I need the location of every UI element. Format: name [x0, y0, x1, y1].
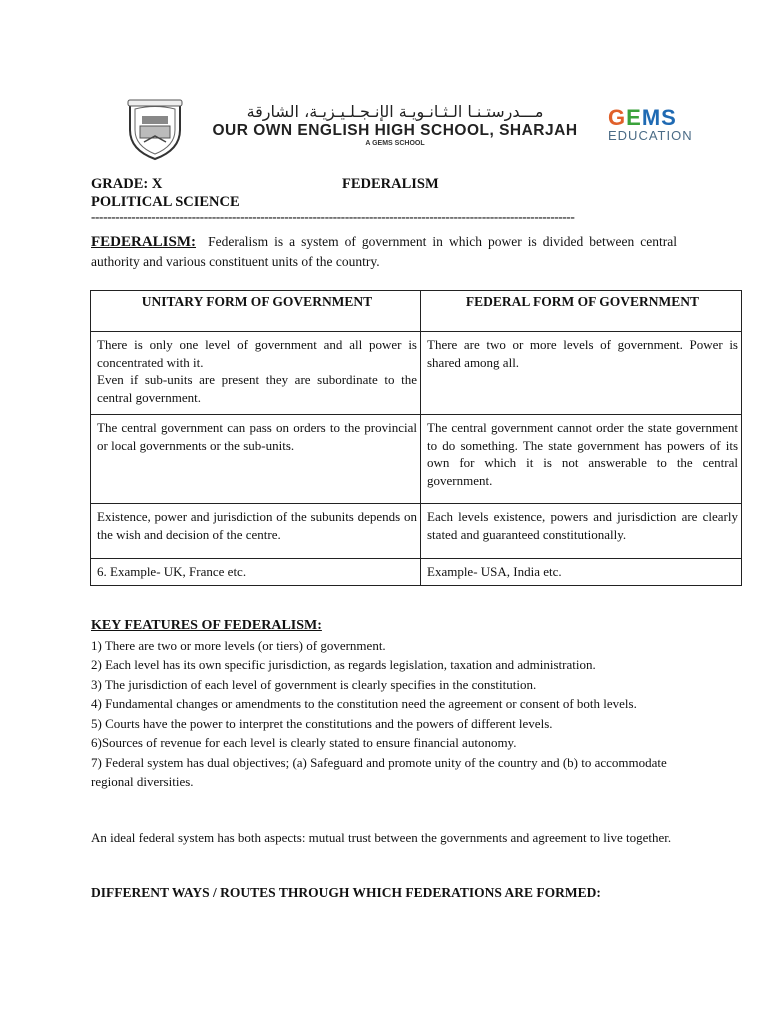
table-row	[91, 559, 742, 586]
unitary-cell: 6. Example- UK, France etc.	[91, 559, 421, 586]
table-header-row	[91, 291, 742, 332]
letterhead	[118, 92, 718, 162]
dashed-divider: ------------------------------------------------------------------------------------------------------------------------	[91, 209, 575, 224]
list-item: 7) Federal system has dual objectives; (a) Safeguard and promote unity of the country and (b) to accommodate regional diversities.	[91, 754, 667, 789]
unitary-cell: Existence, power and jurisdiction of the subunits depends on the wish and decision of the centre.	[91, 504, 421, 559]
key-features-section	[91, 616, 691, 792]
gems-logo	[608, 105, 718, 144]
unitary-cell	[91, 332, 421, 415]
table-row	[91, 504, 742, 559]
header-unitary: UNITARY FORM OF GOVERNMENT	[91, 291, 421, 332]
gems-education-label: EDUCATION	[608, 128, 693, 143]
federal-cell: The central government cannot order the state government to do something. The state government has powers of its own for which it is not answerable to the central government.	[421, 415, 742, 504]
list-item: 6)Sources of revenue for each level is clearly stated to ensure financial autonomy.	[91, 735, 517, 750]
topic-title: FEDERALISM	[342, 176, 439, 192]
unitary-text: There is only one level of government and all power is concentrated with it.	[97, 337, 417, 370]
federal-cell: Example- USA, India etc.	[421, 559, 742, 586]
school-tagline: A GEMS SCHOOL	[365, 140, 425, 147]
definition-text: Federalism is a system of government in which power is divided between central authority and various constituent units of the country.	[91, 234, 678, 269]
unitary-extra-text: Even if sub-units are present they are subordinate to the central government.	[97, 372, 417, 405]
grade-label: GRADE: X	[91, 176, 163, 192]
school-name: OUR OWN ENGLISH HIGH SCHOOL, SHARJAH	[212, 122, 578, 139]
school-crest-icon	[122, 96, 188, 162]
federalism-definition	[91, 232, 677, 271]
gems-letter: M	[641, 105, 662, 130]
gems-letter: E	[626, 105, 642, 130]
key-features-heading: KEY FEATURES OF FEDERALISM:	[91, 618, 322, 633]
unitary-cell: The central government can pass on orders to the provincial or local governments or the sub-units.	[91, 415, 421, 504]
gems-wordmark	[608, 105, 718, 130]
definition-term: FEDERALISM:	[91, 234, 197, 250]
school-name-block	[210, 102, 580, 148]
list-item: 5) Courts have the power to interpret the constitutions and the powers of different levels.	[91, 715, 553, 731]
list-item: 4) Fundamental changes or amendments to the constitution need the agreement or consent of both levels.	[91, 696, 637, 711]
subject-label: POLITICAL SCIENCE	[91, 194, 240, 210]
school-name-arabic: مـــدرستـنـا الـثـانـويـة الإنـجـلـيـزيـة، الشارقة	[246, 102, 544, 121]
table-row	[91, 332, 742, 415]
list-item: 3) The jurisdiction of each level of government is clearly specifies in the constitution.	[91, 676, 537, 692]
list-item: 2) Each level has its own specific jurisdiction, as regards legislation, taxation and administration.	[91, 657, 596, 672]
routes-heading: DIFFERENT WAYS / ROUTES THROUGH WHICH FEDERATIONS ARE FORMED:	[91, 885, 601, 900]
gems-letter: S	[661, 105, 677, 130]
table-row	[91, 415, 742, 504]
list-item: 1) There are two or more levels (or tiers) of government.	[91, 637, 386, 653]
header-federal: FEDERAL FORM OF GOVERNMENT	[421, 291, 742, 332]
federal-cell: Each levels existence, powers and jurisdiction are clearly stated and guaranteed constitutionally.	[421, 504, 742, 559]
ideal-federal-system-paragraph: An ideal federal system has both aspects: mutual trust between the governments and agreement to live together.	[91, 830, 672, 845]
gems-letter: G	[608, 105, 627, 130]
federal-cell: There are two or more levels of government. Power is shared among all.	[421, 332, 742, 415]
key-features-list	[91, 636, 691, 792]
comparison-table	[90, 290, 742, 586]
